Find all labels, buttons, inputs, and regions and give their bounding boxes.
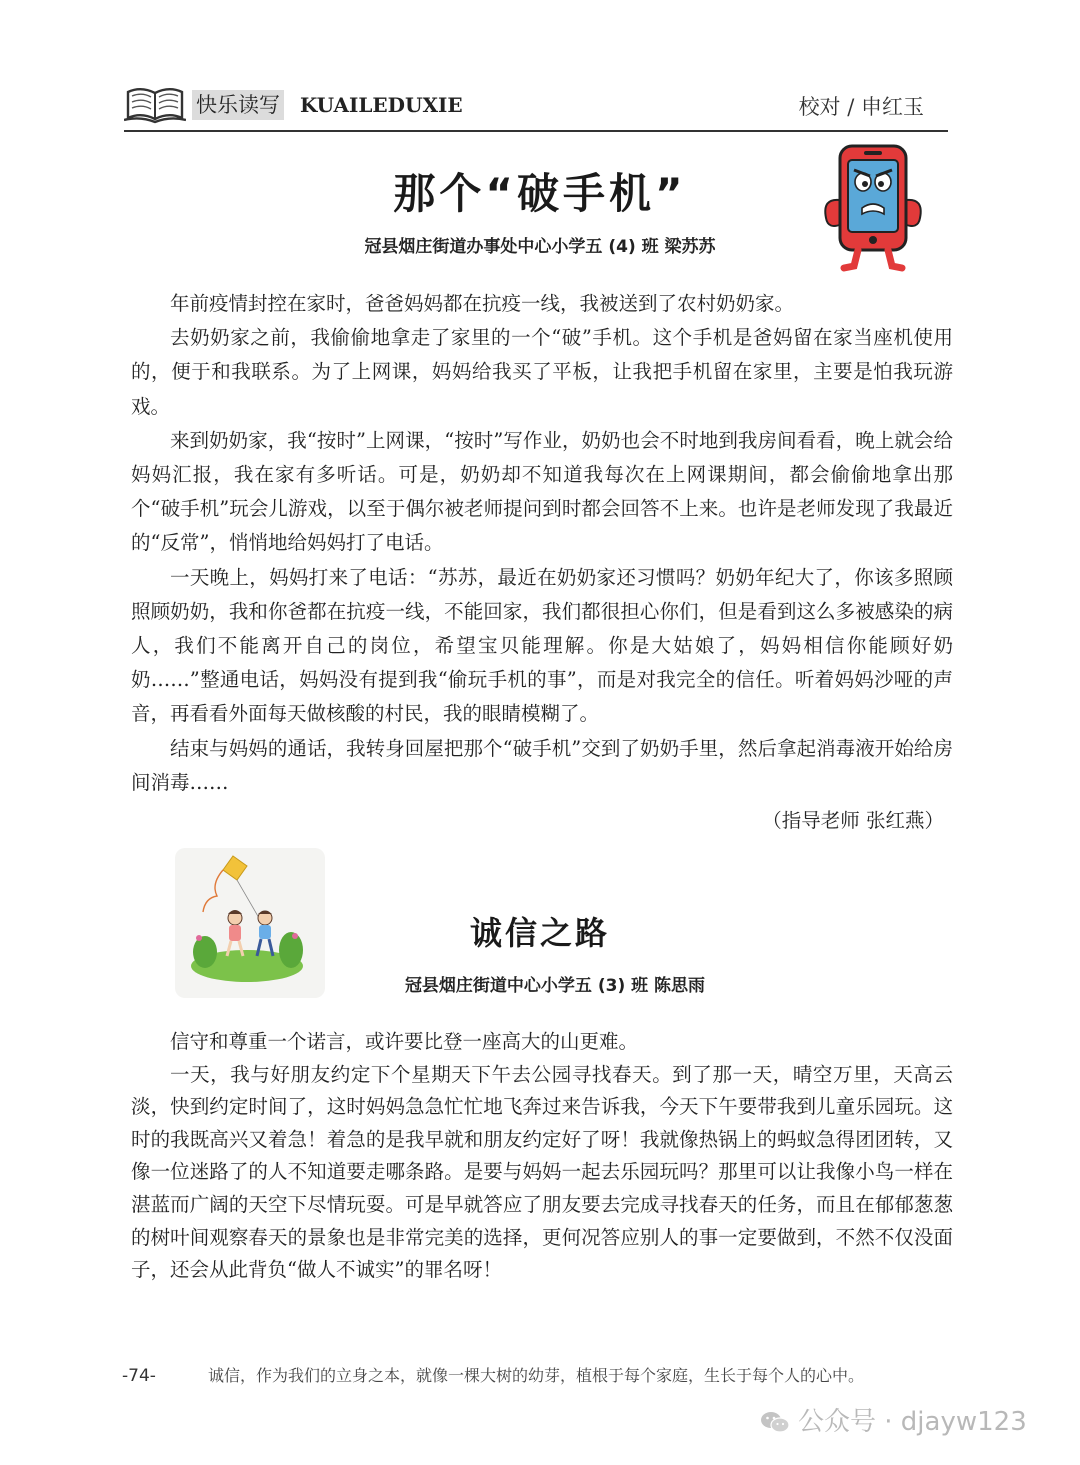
wechat-icon: [760, 1410, 790, 1434]
article2-title: 诚信之路: [469, 914, 610, 952]
article1-paragraph: 来到奶奶家，我“按时”上网课，“按时”写作业，奶奶也会不时地到我房间看看，晚上就会给妈妈汇报，我在家有多听话。可是，奶奶却不知道我每次在上网课期间，都会偷偷地拿出那个“破手机”玩会儿游戏，以至于偶尔被老师提问到时都会回答不上来。也许是老师发现了我最近的“反常”，悄悄地给妈妈打了电话。: [131, 428, 953, 555]
proofreader: 校对 / 申红玉: [798, 95, 924, 119]
magazine-name-cn: 快乐读写: [192, 90, 284, 120]
article1-paragraph: 去奶奶家之前，我偷偷地拿走了家里的一个“破”手机。这个手机是爸妈留在家当座机使用的，便于和我联系。为了上网课，妈妈给我买了平板，让我把手机留在家里，主要是怕我玩游戏。: [131, 326, 953, 418]
angry-phone-illustration: [818, 140, 928, 272]
article1-paragraph: 年前疫情封控在家时，爸爸妈妈都在抗疫一线，我被送到了农村奶奶家。: [170, 292, 795, 315]
watermark: [760, 1402, 1027, 1442]
article1-byline: 冠县烟庄街道办事处中心小学五 (4) 班 梁苏苏: [364, 237, 716, 257]
article2-body: [131, 1026, 953, 1287]
footer-quote: 诚信，作为我们的立身之本，就像一棵大树的幼芽，植根于每个家庭，生长于每个人的心中。: [208, 1366, 865, 1385]
article1-paragraph: 结束与妈妈的通话，我转身回屋把那个“破手机”交到了奶奶手里，然后拿起消毒液开始给房间消毒……: [131, 736, 953, 794]
article1-teacher: （指导老师 张红燕）: [762, 809, 944, 832]
article1-body: [131, 287, 953, 800]
article1-paragraph: 一天晚上，妈妈打来了电话：“苏苏，最近在奶奶家还习惯吗？奶奶年纪大了，你该多照顾照顾奶奶，我和你爸都在抗疫一线，不能回家，我们都很担心你们，但是看到这么多被感染的病人，我们不能离开自己的岗位，希望宝贝能理解。你是大姑娘了，妈妈相信你能顾好奶奶……”整通电话，妈妈没有提到我“偷玩手机的事”，而是对我完全的信任。听着妈妈沙哑的声音，再看看外面每天做核酸的村民，我的眼睛模糊了。: [131, 565, 953, 726]
article2-byline: 冠县烟庄街道中心小学五 (3) 班 陈思雨: [404, 976, 706, 996]
watermark-text: 公众号 · djayw123: [798, 1407, 1027, 1437]
page-header: [124, 78, 948, 132]
magazine-name-en: KUAILEDUXIE: [300, 93, 463, 117]
open-book-icon: [124, 84, 186, 124]
article2-paragraph: 信守和尊重一个诺言，或许要比登一座高大的山更难。: [170, 1030, 639, 1053]
article2-paragraph: 一天，我与好朋友约定下个星期天下午去公园寻找春天。到了那一天，晴空万里，天高云淡，快到约定时间了，这时妈妈急急忙忙地飞奔过来告诉我，今天下午要带我到儿童乐园玩。这时的我既高兴又着急！着急的是我早就和朋友约定好了呀！我就像热锅上的蚂蚁急得团团转，又像一位迷路了的人不知道要走哪条路。是要与妈妈一起去乐园玩吗？那里可以让我像小鸟一样在湛蓝而广阔的天空下尽情玩耍。可是早就答应了朋友要去完成寻找春天的任务，而且在郁郁葱葱的树叶间观察春天的景象也是非常完美的选择，更何况答应别人的事一定要做到，不然不仅没面子，还会从此背负“做人不诚实”的罪名呀！: [131, 1062, 953, 1282]
page-number: -74-: [122, 1366, 156, 1386]
article1-title: 那个“破手机”: [393, 169, 687, 218]
